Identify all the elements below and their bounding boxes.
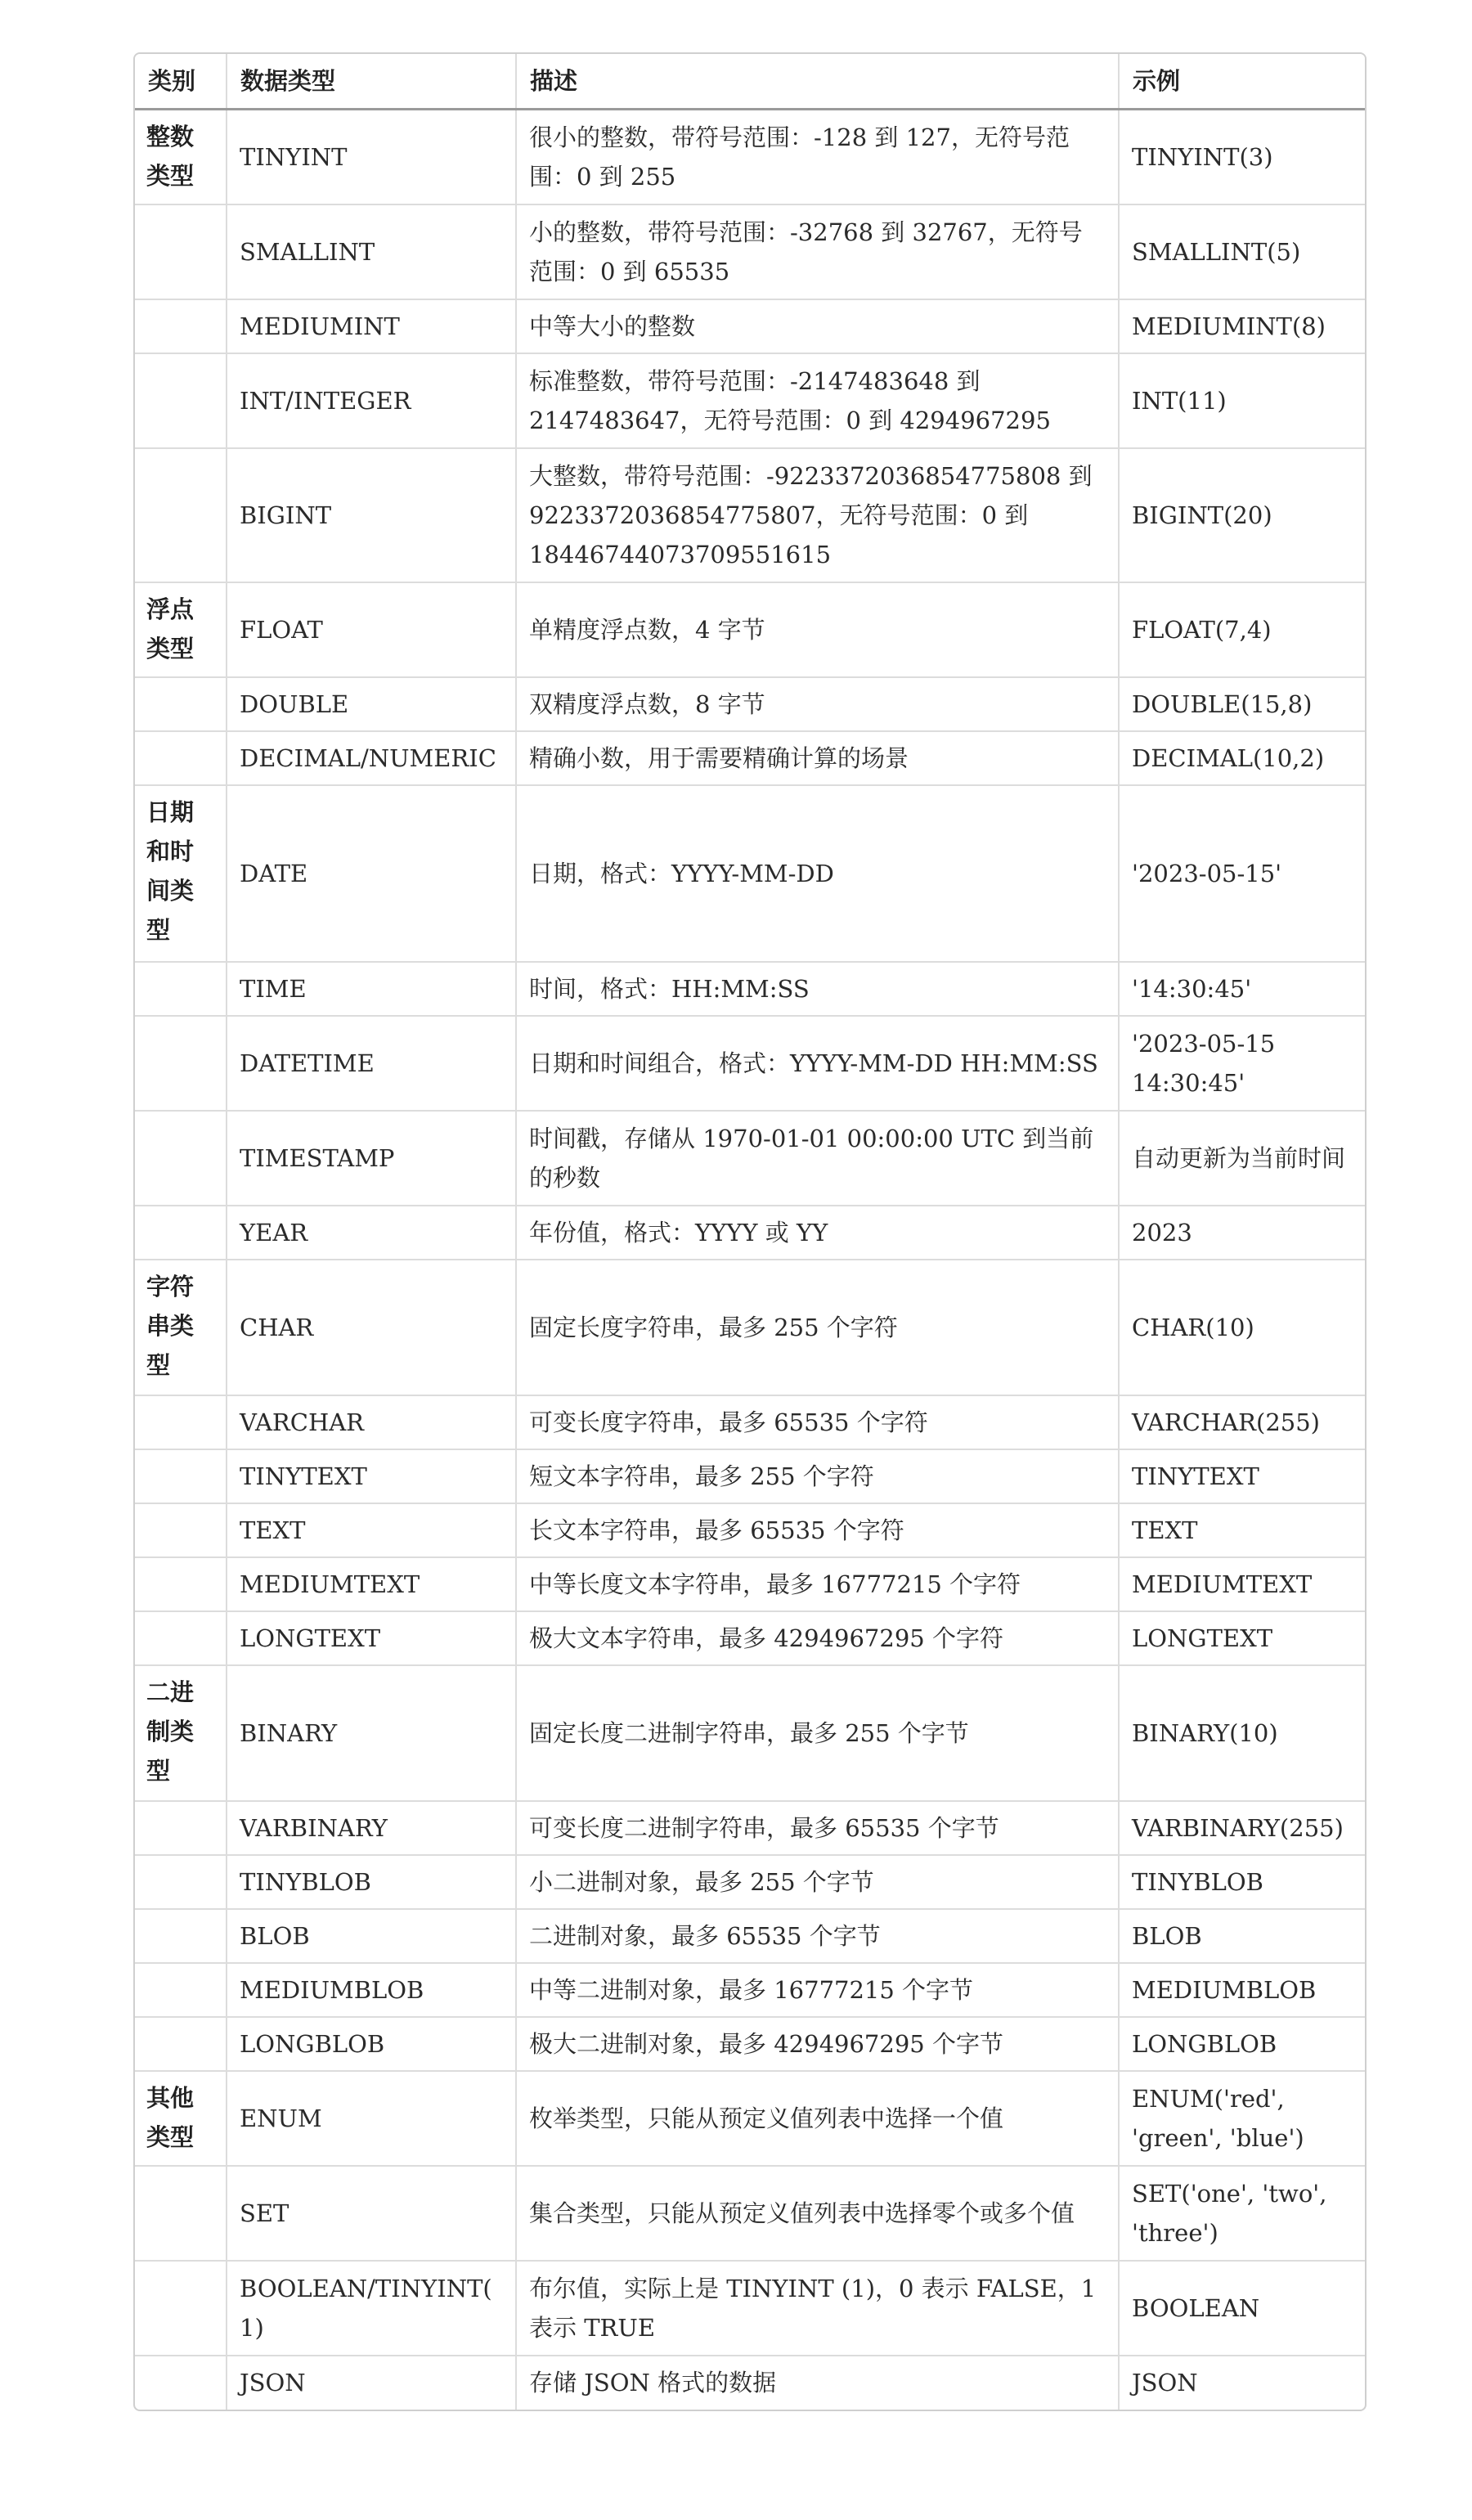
cell-data-type: BINARY	[227, 1665, 516, 1801]
cell-example: TINYBLOB	[1119, 1855, 1365, 1909]
cell-example: JSON	[1132, 2369, 1198, 2396]
cell-data-type: DOUBLE	[227, 677, 516, 731]
cell-category	[135, 1016, 227, 1111]
category-label: 整数类型	[146, 123, 195, 190]
cell-category	[135, 1503, 227, 1557]
cell-description: 集合类型，只能从预定义值列表中选择零个或多个值	[516, 2166, 1119, 2261]
table-header	[135, 54, 1365, 110]
cell-data-type: TINYBLOB	[227, 1855, 516, 1909]
cell-data-type: SET	[227, 2166, 516, 2261]
table-row	[135, 204, 1365, 299]
table-row	[135, 962, 1365, 1016]
cell-data-type: BOOLEAN/TINYINT(1)	[227, 2261, 516, 2356]
cell-data-type: MEDIUMTEXT	[227, 1557, 516, 1611]
cell-category	[135, 1611, 227, 1665]
cell-category	[135, 677, 227, 731]
category-label: 二进制类型	[146, 1678, 195, 1785]
category-label: 字符串类型	[146, 1272, 195, 1379]
header-example: 示例	[1119, 54, 1365, 110]
cell-category	[135, 2071, 227, 2166]
cell-example: MEDIUMINT(8)	[1119, 299, 1365, 353]
header-data-type: 数据类型	[227, 54, 516, 110]
cell-description: 双精度浮点数，8 字节	[516, 677, 1119, 731]
cell-example: BIGINT(20)	[1119, 448, 1365, 582]
cell-description: 中等长度文本字符串，最多 16777215 个字符	[516, 1557, 1119, 1611]
category-label: 浮点类型	[146, 595, 195, 663]
cell-example: CHAR(10)	[1119, 1260, 1365, 1395]
table-body	[135, 110, 1365, 2410]
cell-description: 中等二进制对象，最多 16777215 个字节	[516, 1963, 1119, 2017]
cell-example: BLOB	[1119, 1909, 1365, 1963]
cell-description: 日期，格式：YYYY-MM-DD	[516, 785, 1119, 962]
cell-example: MEDIUMTEXT	[1119, 1557, 1365, 1611]
cell-example: '14:30:45'	[1119, 962, 1365, 1016]
cell-category	[135, 1557, 227, 1611]
cell-description: 短文本字符串，最多 255 个字符	[516, 1449, 1119, 1503]
table-row	[135, 1665, 1365, 1801]
cell-data-type: FLOAT	[227, 582, 516, 677]
cell-category	[135, 110, 227, 204]
cell-category	[135, 1801, 227, 1855]
cell-category	[135, 2261, 227, 2356]
table-row	[135, 785, 1365, 962]
cell-example: LONGBLOB	[1119, 2017, 1365, 2071]
cell-description: 时间戳，存储从 1970-01-01 00:00:00 UTC 到当前的秒数	[516, 1111, 1119, 1206]
cell-description: 很小的整数，带符号范围：-128 到 127，无符号范围：0 到 255	[516, 110, 1119, 204]
cell-example: VARCHAR(255)	[1119, 1395, 1365, 1449]
cell-data-type: BIGINT	[227, 448, 516, 582]
cell-data-type: VARBINARY	[227, 1801, 516, 1855]
cell-data-type: YEAR	[227, 1206, 516, 1260]
cell-description: 中等大小的整数	[516, 299, 1119, 353]
table-row	[135, 1111, 1365, 1206]
cell-category	[135, 962, 227, 1016]
cell-example: LONGTEXT	[1119, 1611, 1365, 1665]
table-row	[135, 2166, 1365, 2261]
cell-category	[135, 2356, 227, 2410]
table-row	[135, 731, 1365, 785]
cell-example: '2023-05-15 14:30:45'	[1119, 1016, 1365, 1111]
cell-category	[135, 582, 227, 677]
cell-category	[135, 1260, 227, 1395]
cell-example: BOOLEAN	[1119, 2261, 1365, 2356]
table-row	[135, 1909, 1365, 1963]
cell-example: 自动更新为当前时间	[1119, 1111, 1365, 1206]
cell-category	[135, 785, 227, 962]
cell-category	[135, 448, 227, 582]
cell-example: INT(11)	[1119, 353, 1365, 448]
cell-description: 布尔值，实际上是 TINYINT (1)，0 表示 FALSE，1 表示 TRUE	[516, 2261, 1119, 2356]
cell-category	[135, 1665, 227, 1801]
cell-description: 可变长度二进制字符串，最多 65535 个字节	[516, 1801, 1119, 1855]
cell-example: MEDIUMBLOB	[1119, 1963, 1365, 2017]
cell-data-type: CHAR	[227, 1260, 516, 1395]
category-label: 其他类型	[146, 2083, 195, 2151]
table-row	[135, 353, 1365, 448]
table-row	[135, 1801, 1365, 1855]
cell-data-type: TIME	[227, 962, 516, 1016]
table-row	[135, 1395, 1365, 1449]
cell-description: 标准整数，带符号范围：-2147483648 到 2147483647，无符号范围：0 到 4294967295	[516, 353, 1119, 448]
cell-example: DECIMAL(10,2)	[1119, 731, 1365, 785]
cell-data-type: DATETIME	[227, 1016, 516, 1111]
cell-category	[135, 1855, 227, 1909]
cell-description: 长文本字符串，最多 65535 个字符	[516, 1503, 1119, 1557]
cell-category	[135, 2166, 227, 2261]
cell-category	[135, 1206, 227, 1260]
header-description: 描述	[516, 54, 1119, 110]
cell-example: TEXT	[1119, 1503, 1365, 1557]
table-row	[135, 299, 1365, 353]
cell-description: 日期和时间组合，格式：YYYY-MM-DD HH:MM:SS	[516, 1016, 1119, 1111]
table-row	[135, 1260, 1365, 1395]
cell-description: 极大文本字符串，最多 4294967295 个字符	[516, 1611, 1119, 1665]
data-types-table	[133, 52, 1367, 2411]
cell-category	[135, 731, 227, 785]
cell-description: 枚举类型，只能从预定义值列表中选择一个值	[516, 2071, 1119, 2166]
table-row	[135, 677, 1365, 731]
cell-data-type: TINYTEXT	[227, 1449, 516, 1503]
cell-example: SMALLINT(5)	[1119, 204, 1365, 299]
table-row	[135, 2071, 1365, 2166]
cell-data-type: INT/INTEGER	[227, 353, 516, 448]
cell-example: ENUM('red', 'green', 'blue')	[1119, 2071, 1365, 2166]
cell-data-type: MEDIUMBLOB	[227, 1963, 516, 2017]
cell-data-type: DECIMAL/NUMERIC	[227, 731, 516, 785]
table-row	[135, 1449, 1365, 1503]
cell-description: 存储 JSON 格式的数据	[516, 2356, 1119, 2410]
table-row	[135, 1557, 1365, 1611]
cell-data-type: LONGTEXT	[227, 1611, 516, 1665]
table-row	[135, 1611, 1365, 1665]
cell-example: FLOAT(7,4)	[1119, 582, 1365, 677]
cell-category	[135, 204, 227, 299]
cell-description: 时间，格式：HH:MM:SS	[516, 962, 1119, 1016]
mysql-data-types-table	[135, 54, 1365, 2410]
cell-description: 精确小数，用于需要精确计算的场景	[516, 731, 1119, 785]
cell-data-type: ENUM	[227, 2071, 516, 2166]
cell-category	[135, 1963, 227, 2017]
cell-description: 年份值，格式：YYYY 或 YY	[516, 1206, 1119, 1260]
cell-description: 二进制对象，最多 65535 个字节	[516, 1909, 1119, 1963]
table-row	[135, 1503, 1365, 1557]
cell-category	[135, 1111, 227, 1206]
cell-category	[135, 2017, 227, 2071]
cell-description: 可变长度字符串，最多 65535 个字符	[516, 1395, 1119, 1449]
table-row	[135, 1855, 1365, 1909]
cell-category	[135, 1449, 227, 1503]
cell-description: 单精度浮点数，4 字节	[516, 582, 1119, 677]
cell-description: 固定长度二进制字符串，最多 255 个字节	[516, 1665, 1119, 1801]
cell-data-type: BLOB	[227, 1909, 516, 1963]
table-row	[135, 1963, 1365, 2017]
cell-data-type: MEDIUMINT	[227, 299, 516, 353]
cell-data-type: JSON	[227, 2356, 516, 2410]
cell-data-type: VARCHAR	[227, 1395, 516, 1449]
cell-data-type: TINYINT	[227, 110, 516, 204]
cell-example: DOUBLE(15,8)	[1119, 677, 1365, 731]
cell-data-type: TEXT	[227, 1503, 516, 1557]
table-row	[135, 1016, 1365, 1111]
cell-data-type: TIMESTAMP	[227, 1111, 516, 1206]
table-row	[135, 2261, 1365, 2356]
table-row	[135, 448, 1365, 582]
cell-category	[135, 299, 227, 353]
cell-description: 小二进制对象，最多 255 个字节	[516, 1855, 1119, 1909]
header-row	[135, 54, 1365, 110]
cell-description: 大整数，带符号范围：-9223372036854775808 到 9223372036854775807，无符号范围：0 到 18446744073709551615	[516, 448, 1119, 582]
cell-example: TINYINT(3)	[1119, 110, 1365, 204]
cell-data-type: DATE	[227, 785, 516, 962]
cell-example: SET('one', 'two', 'three')	[1119, 2166, 1365, 2261]
cell-example: 2023	[1119, 1206, 1365, 1260]
cell-description: 极大二进制对象，最多 4294967295 个字节	[516, 2017, 1119, 2071]
cell-description: 固定长度字符串，最多 255 个字符	[516, 1260, 1119, 1395]
cell-category	[135, 353, 227, 448]
table-row	[135, 2017, 1365, 2071]
table-row	[135, 2356, 1365, 2410]
cell-example: TINYTEXT	[1119, 1449, 1365, 1503]
table-row	[135, 110, 1365, 204]
cell-example: '2023-05-15'	[1119, 785, 1365, 962]
cell-example: BINARY(10)	[1119, 1665, 1365, 1801]
table-row	[135, 582, 1365, 677]
cell-data-type: SMALLINT	[227, 204, 516, 299]
cell-category	[135, 1395, 227, 1449]
header-category: 类别	[135, 54, 227, 110]
cell-description: 小的整数，带符号范围：-32768 到 32767，无符号范围：0 到 65535	[516, 204, 1119, 299]
cell-data-type: LONGBLOB	[227, 2017, 516, 2071]
cell-category	[135, 1909, 227, 1963]
table-row	[135, 1206, 1365, 1260]
cell-example: VARBINARY(255)	[1119, 1801, 1365, 1855]
category-label: 日期和时间类型	[146, 797, 195, 944]
